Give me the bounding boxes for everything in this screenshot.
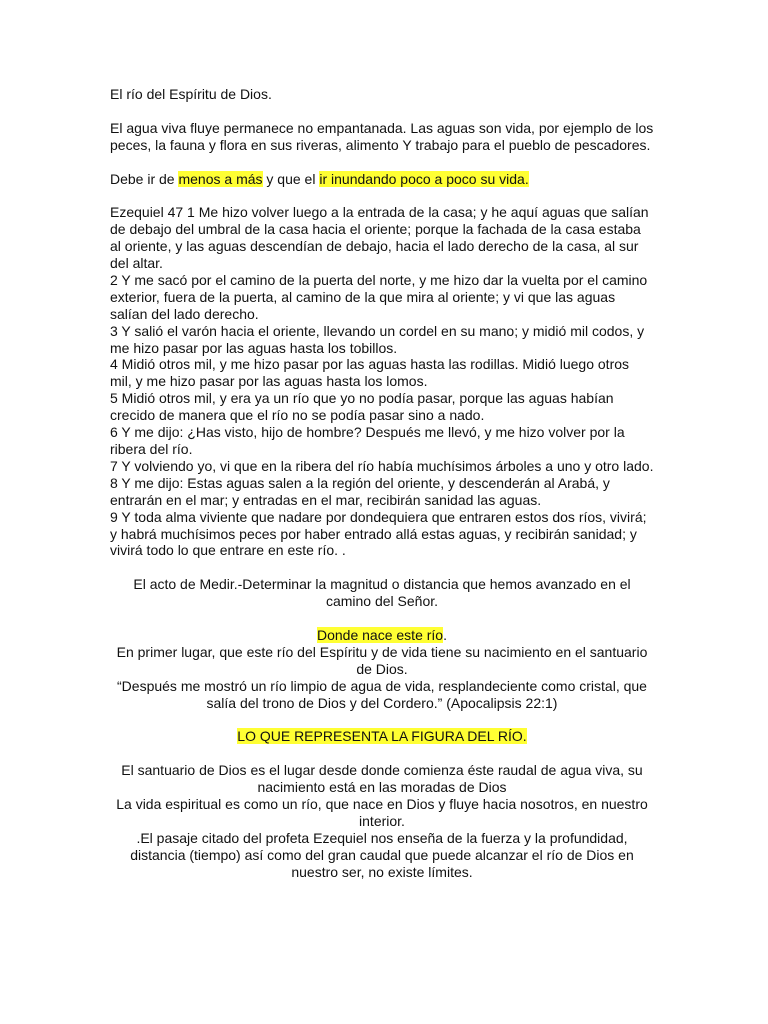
ezequiel-verse: 9 Y toda alma viviente que nadare por dondequiera que entraren estos dos ríos, vivirá; y habrá muchísimos peces por haber entrado allá estas aguas, y recibirán sanidad; y vivirá todo lo que entrare en este río. . (110, 508, 647, 559)
nace-heading-suffix: . (443, 626, 447, 643)
ezequiel-verse: 5 Midió otros mil, y era ya un río que yo no podía pasar, porque las aguas habían crecido de manera que el río no se podía pasar sino a nado. (110, 390, 614, 424)
ezequiel-verse: 2 Y me sacó por el camino de la puerta del norte, y me hizo dar la vuelta por el camino exterior, fuera de la puerta, al camino de la que mira al oriente; y vi que las aguas salían del lado derecho. (110, 271, 648, 322)
medir-paragraph: El acto de Medir.-Determinar la magnitud o distancia que hemos avanzado en el camino del Señor. (133, 576, 631, 610)
highlight-menos-a-mas: menos a más (178, 170, 263, 187)
representa-heading: LO QUE REPRESENTA LA FIGURA DEL RÍO. (237, 728, 527, 745)
document-title: El río del Espíritu de Dios. (110, 86, 272, 102)
representa-paragraph: El santuario de Dios es el lugar desde donde comienza éste raudal de agua viva, su nacimiento está en las moradas de Dios (121, 762, 643, 796)
representa-paragraph: .El pasaje citado del profeta Ezequiel nos enseña de la fuerza y la profundidad, distancia (tiempo) así como del gran caudal que puede alcanzar el río de Dios en nuestro ser, no existe límites. (130, 829, 634, 880)
nace-line: En primer lugar, que este río del Espíritu y de vida tiene su nacimiento en el santuario de Dios. (116, 643, 648, 677)
ezequiel-verse: Ezequiel 47 1 Me hizo volver luego a la entrada de la casa; y he aquí aguas que salían de debajo del umbral de la casa hacia el oriente; porque la fachada de la casa estaba al oriente, y las aguas descendían de debajo, hacia el lado derecho de la casa, al sur del altar. (110, 204, 649, 272)
representa-section (110, 762, 654, 880)
debe-paragraph (110, 171, 654, 188)
ezequiel-verse: 4 Midió otros mil, y me hizo pasar por las aguas hasta las rodillas. Midió luego otros mil, y me hizo pasar por las aguas hasta los lomos. (110, 356, 630, 390)
nace-heading: Donde nace este río (317, 626, 444, 643)
representa-heading-line (110, 728, 654, 745)
nace-quote: “Después me mostró un río limpio de agua de vida, resplandeciente como cristal, que salía del trono de Dios y del Cordero.” (Apocalipsis 22:1) (117, 677, 647, 711)
intro-paragraph: El agua viva fluye permanece no empantanada. Las aguas son vida, por ejemplo de los peces, la fauna y flora en sus riveras, alimento Y trabajo para el pueblo de pescadores. (110, 119, 654, 153)
debe-text-mid: y que el (262, 170, 320, 187)
ezequiel-verse: 3 Y salió el varón hacia el oriente, llevando un cordel en su mano; y midió mil codos, y me hizo pasar por las aguas hasta los tobillos. (110, 322, 645, 356)
debe-text-pre: Debe ir de (110, 170, 179, 187)
ezequiel-verse: 8 Y me dijo: Estas aguas salen a la región del oriente, y descenderán al Arabá, y entrarán en el mar; y entradas en el mar, recibirán sanidad las aguas. (110, 474, 610, 508)
ezequiel-verse: 6 Y me dijo: ¿Has visto, hijo de hombre? Después me llevó, y me hizo volver por la ribera del río. (110, 424, 625, 457)
nace-heading-line (110, 627, 654, 644)
document-page (110, 86, 654, 897)
ezequiel-verse: 7 Y volviendo yo, vi que en la ribera del río había muchísimos árboles a uno y otro lado. (110, 457, 654, 474)
ezequiel-passage (110, 204, 654, 559)
highlight-inundando: ir inundando poco a poco su vida. (319, 170, 529, 187)
representa-paragraph: La vida espiritual es como un río, que nace en Dios y fluye hacia nosotros, en nuestro interior. (116, 795, 648, 829)
nace-section (110, 627, 654, 712)
